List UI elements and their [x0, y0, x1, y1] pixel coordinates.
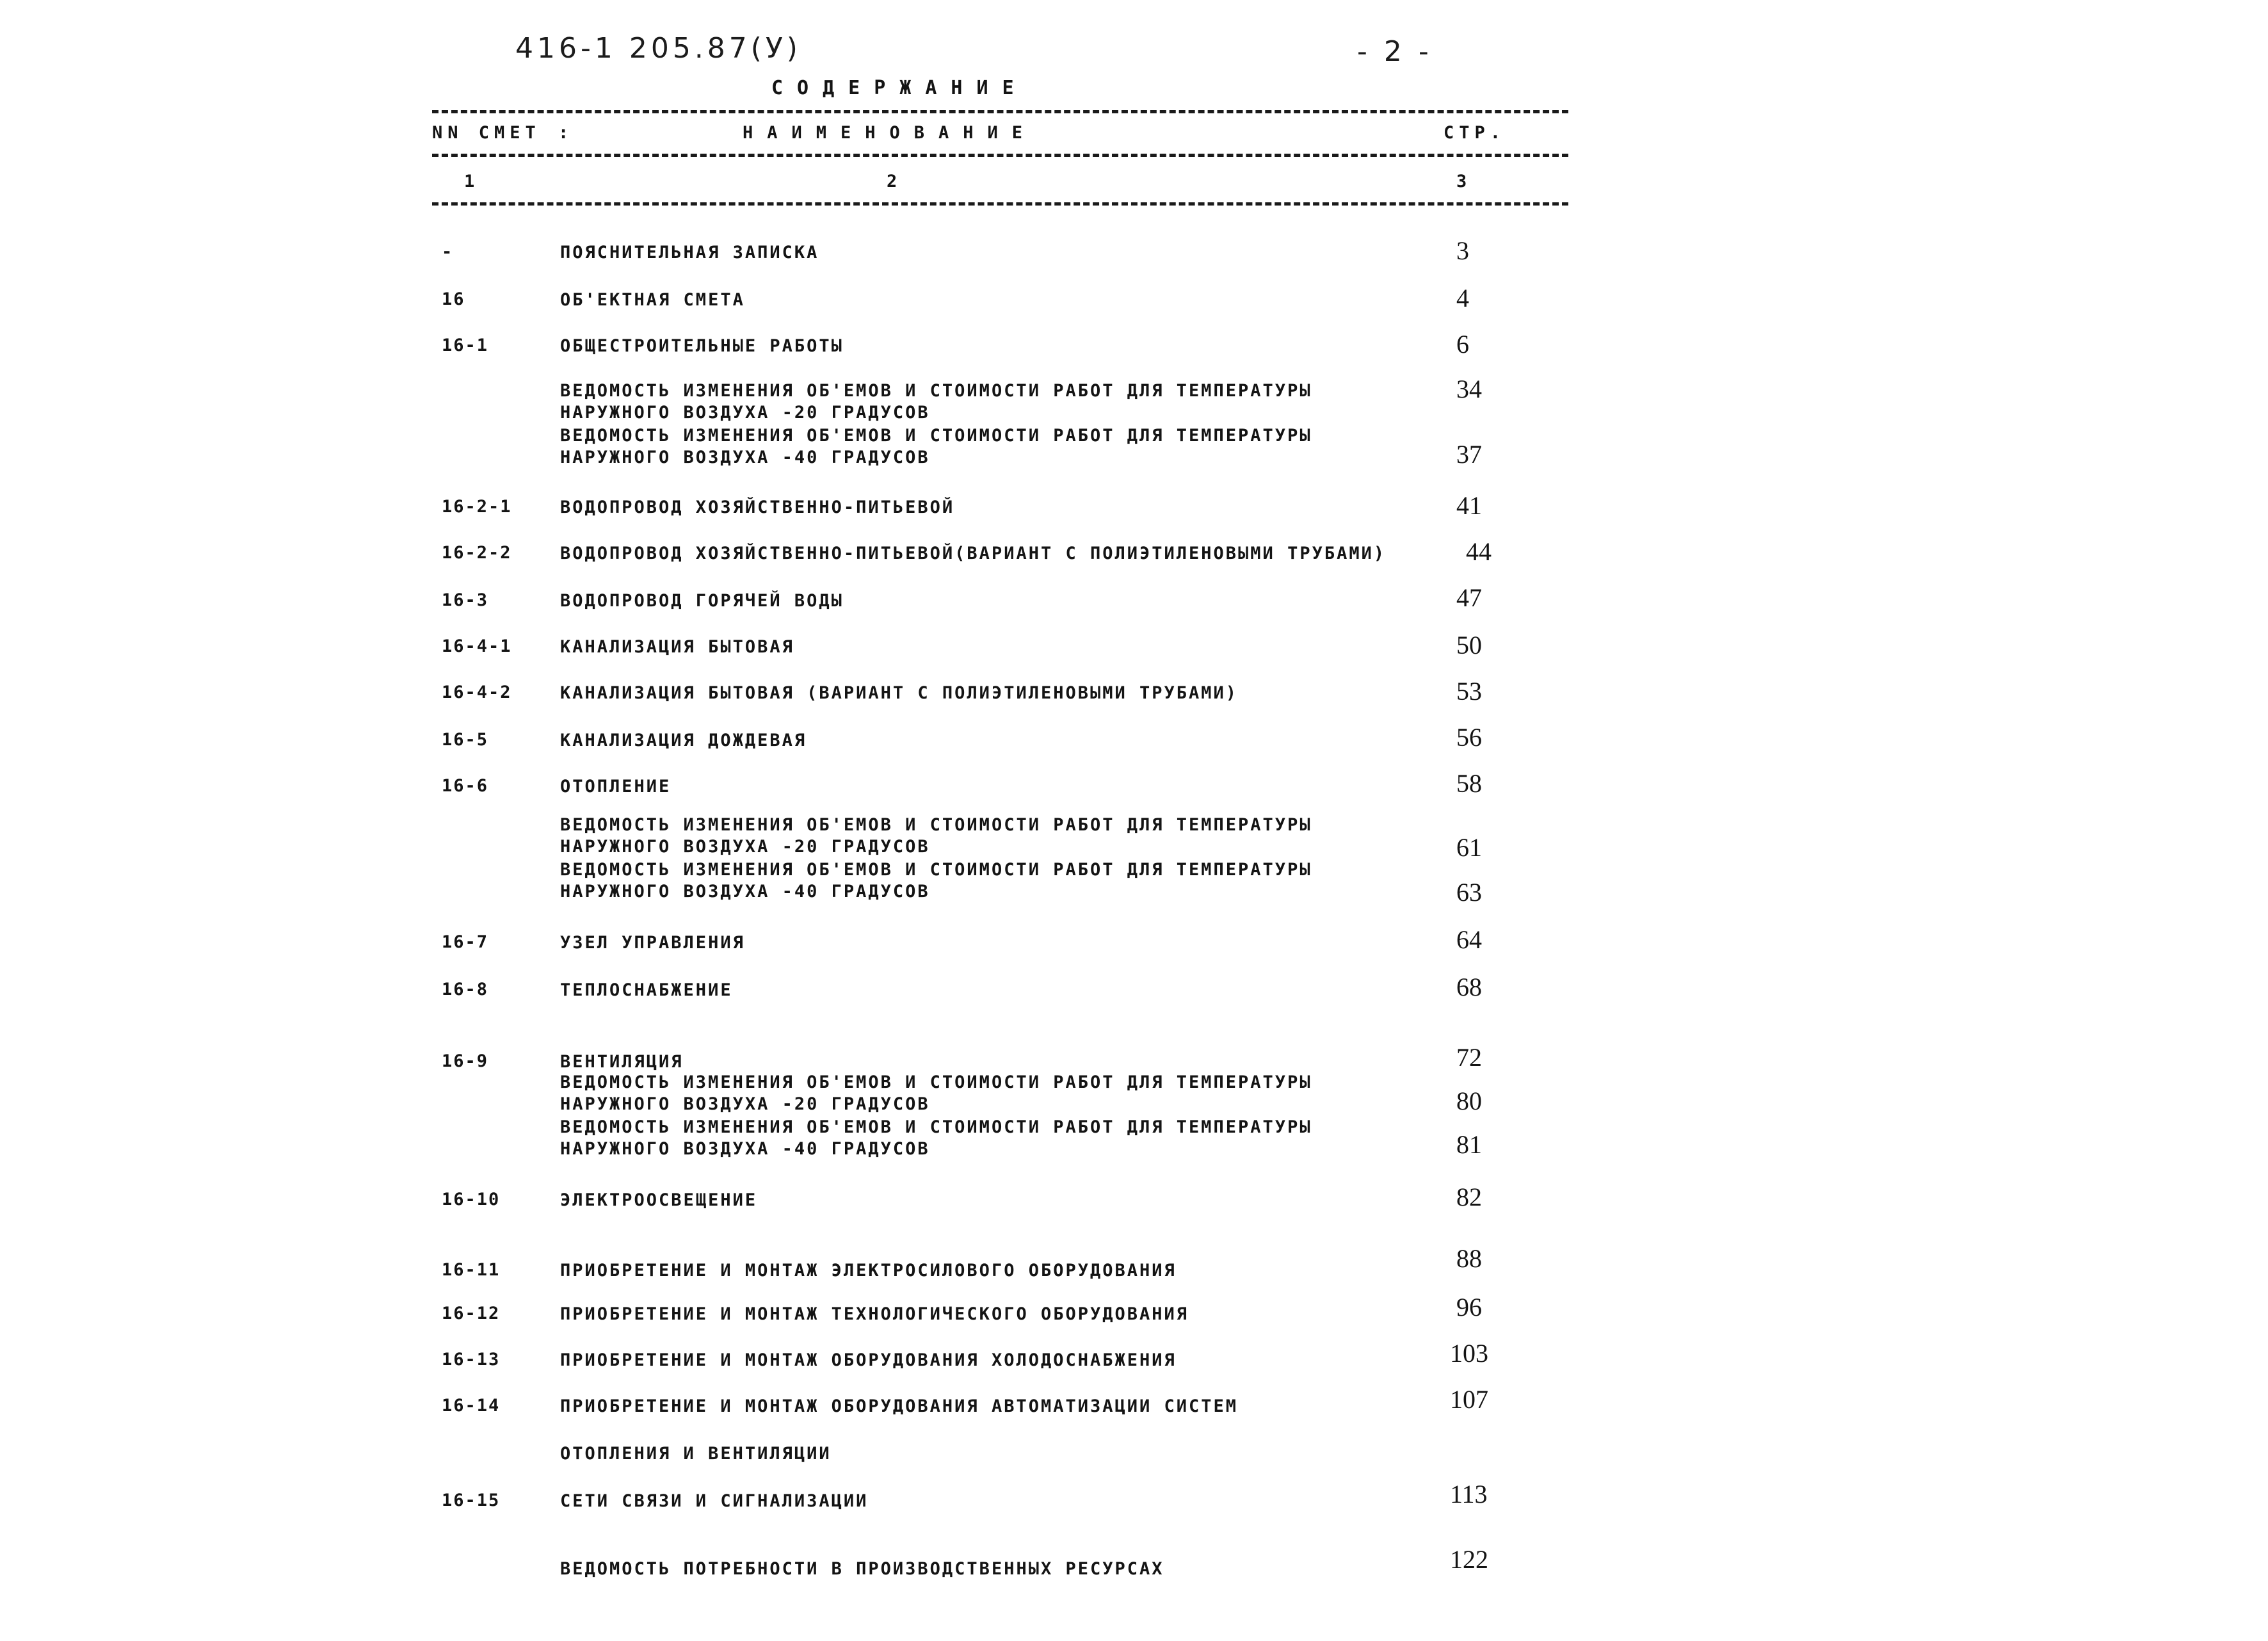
- column-header-code: NN СМЕТ: [432, 123, 541, 143]
- item-name: ПРИОБРЕТЕНИЕ И МОНТАЖ ТЕХНОЛОГИЧЕСКОГО ОБОРУДОВАНИЯ: [560, 1304, 1189, 1324]
- item-name: ВЕДОМОСТЬ ИЗМЕНЕНИЯ ОБ'ЕМОВ И СТОИМОСТИ РАБОТ ДЛЯ ТЕМПЕРАТУРЫ НАРУЖНОГО ВОЗДУХА -20 ГРАДУСОВ: [560, 381, 1312, 423]
- page-ref: 82: [1456, 1183, 1482, 1211]
- page-ref: 72: [1456, 1043, 1482, 1072]
- estimate-code: 16-6: [442, 776, 489, 796]
- header-rule-bottom: [432, 202, 1568, 206]
- item-name: ПРИОБРЕТЕНИЕ И МОНТАЖ ЭЛЕКТРОСИЛОВОГО ОБОРУДОВАНИЯ: [560, 1261, 1177, 1281]
- item-name: ВЕДОМОСТЬ ПОТРЕБНОСТИ В ПРОИЗВОДСТВЕННЫХ РЕСУРСАХ: [560, 1559, 1164, 1579]
- estimate-code: 16: [442, 289, 465, 309]
- item-name: ЭЛЕКТРООСВЕЩЕНИЕ: [560, 1190, 758, 1210]
- page-ref: 107: [1450, 1385, 1488, 1414]
- page-ref: 88: [1456, 1244, 1482, 1273]
- page-ref: 103: [1450, 1339, 1488, 1368]
- item-name: ВЕДОМОСТЬ ИЗМЕНЕНИЯ ОБ'ЕМОВ И СТОИМОСТИ РАБОТ ДЛЯ ТЕМПЕРАТУРЫ НАРУЖНОГО ВОЗДУХА -20 ГРАДУСОВ: [560, 1072, 1312, 1114]
- item-name: ПРИОБРЕТЕНИЕ И МОНТАЖ ОБОРУДОВАНИЯ ХОЛОДОСНАБЖЕНИЯ: [560, 1350, 1177, 1370]
- page-ref: 81: [1456, 1130, 1482, 1159]
- header-rule-top: [432, 110, 1568, 113]
- page-ref: 122: [1450, 1545, 1488, 1574]
- item-name: ВОДОПРОВОД ХОЗЯЙСТВЕННО-ПИТЬЕВОЙ: [560, 497, 955, 517]
- estimate-code: 16-4-1: [442, 636, 512, 656]
- item-name: ВЕДОМОСТЬ ИЗМЕНЕНИЯ ОБ'ЕМОВ И СТОИМОСТИ РАБОТ ДЛЯ ТЕМПЕРАТУРЫ НАРУЖНОГО ВОЗДУХА -40 ГРАДУСОВ: [560, 1117, 1312, 1159]
- document-stamp: 416-1 205.87(У): [515, 32, 801, 65]
- item-name: КАНАЛИЗАЦИЯ ДОЖДЕВАЯ: [560, 731, 807, 750]
- page-ref: 50: [1456, 631, 1482, 659]
- page-ref: 3: [1456, 236, 1469, 265]
- item-name: ВОДОПРОВОД ГОРЯЧЕЙ ВОДЫ: [560, 591, 844, 611]
- estimate-code: 16-2-1: [442, 497, 512, 517]
- page-ref: 64: [1456, 925, 1482, 954]
- page-ref: 68: [1456, 973, 1482, 1001]
- column-number-3: 3: [1456, 172, 1467, 191]
- item-name: ВЕДОМОСТЬ ИЗМЕНЕНИЯ ОБ'ЕМОВ И СТОИМОСТИ РАБОТ ДЛЯ ТЕМПЕРАТУРЫ НАРУЖНОГО ВОЗДУХА -20 ГРАДУСОВ: [560, 815, 1312, 857]
- page-ref: 6: [1456, 330, 1469, 359]
- page-number: - 2 -: [1357, 35, 1433, 68]
- item-name: ВЕДОМОСТЬ ИЗМЕНЕНИЯ ОБ'ЕМОВ И СТОИМОСТИ РАБОТ ДЛЯ ТЕМПЕРАТУРЫ НАРУЖНОГО ВОЗДУХА -40 ГРАДУСОВ: [560, 860, 1312, 901]
- page-ref: 56: [1456, 723, 1482, 752]
- column-header-name: НАИМЕНОВАНИЕ: [743, 123, 1037, 143]
- page-ref: 34: [1456, 375, 1482, 403]
- estimate-code: 16-10: [442, 1190, 501, 1209]
- page-ref: 58: [1456, 769, 1482, 798]
- item-name: ОБЩЕСТРОИТЕЛЬНЫЕ РАБОТЫ: [560, 336, 844, 356]
- item-name: ВОДОПРОВОД ХОЗЯЙСТВЕННО-ПИТЬЕВОЙ(ВАРИАНТ С ПОЛИЭТИЛЕНОВЫМИ ТРУБАМИ): [560, 544, 1387, 563]
- page-ref: 37: [1456, 440, 1482, 469]
- page-ref: 113: [1450, 1480, 1488, 1508]
- column-header-page: СТР.: [1444, 123, 1506, 143]
- page-ref: 96: [1456, 1293, 1482, 1322]
- item-name: ПРИОБРЕТЕНИЕ И МОНТАЖ ОБОРУДОВАНИЯ АВТОМАТИЗАЦИИ СИСТЕМ: [560, 1396, 1239, 1416]
- item-name: ВЕНТИЛЯЦИЯ: [560, 1052, 684, 1072]
- estimate-code: 16-13: [442, 1350, 501, 1370]
- item-name: ПОЯСНИТЕЛЬНАЯ ЗАПИСКА: [560, 243, 819, 263]
- column-separator: :: [558, 123, 569, 143]
- item-name: ТЕПЛОСНАБЖЕНИЕ: [560, 980, 733, 1000]
- estimate-code: 16-15: [442, 1491, 501, 1510]
- column-number-2: 2: [887, 172, 897, 191]
- estimate-code: 16-5: [442, 730, 489, 750]
- estimate-code: -: [442, 242, 454, 262]
- estimate-code: 16-7: [442, 932, 489, 952]
- estimate-code: 16-11: [442, 1260, 501, 1280]
- page-ref: 63: [1456, 878, 1482, 907]
- estimate-code: 16-9: [442, 1051, 489, 1071]
- estimate-code: 16-3: [442, 590, 489, 610]
- page-ref: 47: [1456, 583, 1482, 612]
- item-name: УЗЕЛ УПРАВЛЕНИЯ: [560, 933, 745, 953]
- column-number-1: 1: [464, 172, 475, 191]
- item-name: ОТОПЛЕНИЕ: [560, 777, 672, 796]
- estimate-code: 16-4-2: [442, 683, 512, 702]
- estimate-code: 16-1: [442, 335, 489, 355]
- item-name: ОБ'ЕКТНАЯ СМЕТА: [560, 290, 745, 310]
- estimate-code: 16-14: [442, 1396, 501, 1416]
- item-name: ВЕДОМОСТЬ ИЗМЕНЕНИЯ ОБ'ЕМОВ И СТОИМОСТИ РАБОТ ДЛЯ ТЕМПЕРАТУРЫ НАРУЖНОГО ВОЗДУХА -40 ГРАДУСОВ: [560, 426, 1312, 467]
- estimate-code: 16-8: [442, 980, 489, 999]
- page-ref: 4: [1456, 284, 1469, 312]
- item-name: КАНАЛИЗАЦИЯ БЫТОВАЯ (ВАРИАНТ С ПОЛИЭТИЛЕНОВЫМИ ТРУБАМИ): [560, 683, 1239, 703]
- item-name: ОТОПЛЕНИЯ И ВЕНТИЛЯЦИИ: [560, 1444, 832, 1464]
- page-ref: 61: [1456, 833, 1482, 862]
- page-ref: 53: [1456, 677, 1482, 706]
- estimate-code: 16-2-2: [442, 543, 512, 563]
- item-name: СЕТИ СВЯЗИ И СИГНАЛИЗАЦИИ: [560, 1491, 869, 1511]
- header-rule-middle: [432, 154, 1568, 157]
- estimate-code: 16-12: [442, 1304, 501, 1323]
- page-ref: 41: [1456, 491, 1482, 520]
- page-ref: 44: [1466, 537, 1492, 566]
- page-title: СОДЕРЖАНИЕ: [771, 77, 1028, 99]
- item-name: КАНАЛИЗАЦИЯ БЫТОВАЯ: [560, 637, 794, 657]
- page-ref: 80: [1456, 1087, 1482, 1115]
